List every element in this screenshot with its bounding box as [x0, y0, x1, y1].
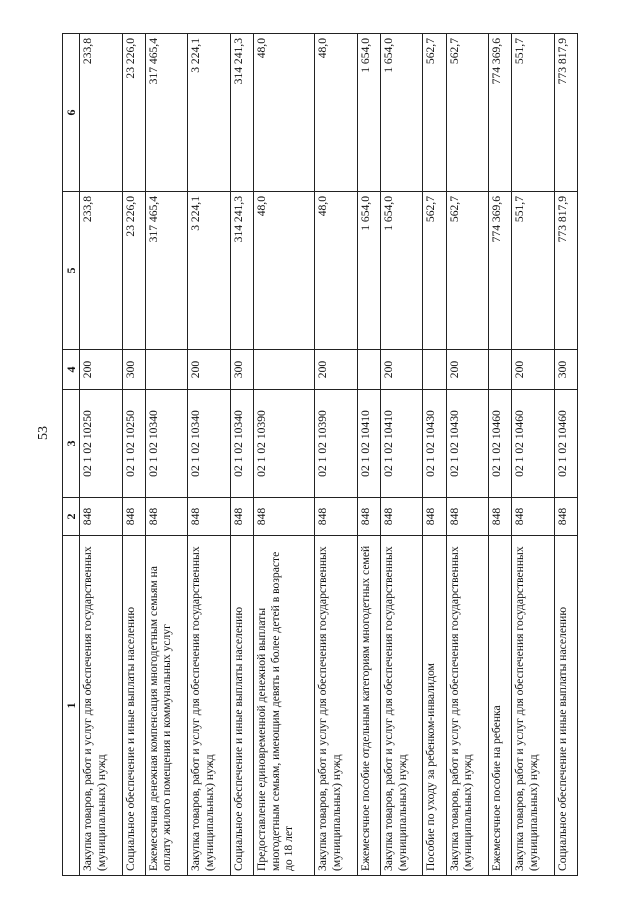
row-target-code: 02 1 02 10460 [512, 390, 554, 498]
row-amount-1: 1 654,0 [357, 192, 380, 350]
row-name: Социальное обеспечение и иные выплаты населению [554, 536, 577, 876]
table-row [253, 34, 314, 876]
row-expense-type [423, 350, 446, 390]
row-target-code: 02 1 02 10410 [380, 390, 422, 498]
row-amount-1: 1 654,0 [380, 192, 422, 350]
row-amount-1: 562,7 [446, 192, 488, 350]
table-row [446, 34, 488, 876]
row-expense-type [253, 350, 314, 390]
header-col-6: 6 [63, 34, 80, 192]
row-name: Социальное обеспечение и иные выплаты населению [230, 536, 253, 876]
budget-table [62, 33, 578, 876]
header-col-4: 4 [63, 350, 80, 390]
row-amount-2: 3 224,1 [188, 34, 230, 192]
row-amount-2: 314 241,3 [230, 34, 253, 192]
row-amount-2: 317 465,4 [145, 34, 187, 192]
table-row [122, 34, 145, 876]
row-target-code: 02 1 02 10460 [554, 390, 577, 498]
row-expense-type: 200 [315, 350, 357, 390]
table-row [315, 34, 357, 876]
row-amount-1: 23 226,0 [122, 192, 145, 350]
row-name: Закупка товаров, работ и услуг для обеспечения государственных (муниципальных) нужд [315, 536, 357, 876]
row-amount-2: 23 226,0 [122, 34, 145, 192]
row-amount-2: 233,8 [80, 34, 122, 192]
row-amount-2: 48,0 [253, 34, 314, 192]
header-col-2: 2 [63, 498, 80, 536]
row-ministry-code: 848 [315, 498, 357, 536]
row-expense-type: 200 [188, 350, 230, 390]
row-amount-1: 48,0 [315, 192, 357, 350]
row-target-code: 02 1 02 10390 [315, 390, 357, 498]
table-row [357, 34, 380, 876]
row-expense-type: 300 [230, 350, 253, 390]
row-target-code: 02 1 02 10410 [357, 390, 380, 498]
row-amount-2: 562,7 [446, 34, 488, 192]
table-row [380, 34, 422, 876]
row-ministry-code: 848 [188, 498, 230, 536]
row-name: Закупка товаров, работ и услуг для обеспечения государственных (муниципальных) нужд [380, 536, 422, 876]
row-ministry-code: 848 [489, 498, 512, 536]
row-expense-type: 200 [80, 350, 122, 390]
row-target-code: 02 1 02 10340 [230, 390, 253, 498]
row-name: Пособие по уходу за ребенком-инвалидом [423, 536, 446, 876]
row-name: Ежемесячное пособие отдельным категориям многодетных семей [357, 536, 380, 876]
row-target-code: 02 1 02 10340 [145, 390, 187, 498]
row-ministry-code: 848 [380, 498, 422, 536]
row-name: Предоставление единовременной денежной выплаты многодетным семьям, имеющим девять и более детей в возрасте до 18 лет [253, 536, 314, 876]
row-expense-type [489, 350, 512, 390]
table-row [489, 34, 512, 876]
row-name: Ежемесячная денежная компенсация многодетным семьям на оплату жилого помещения и коммунальных услуг [145, 536, 187, 876]
row-ministry-code: 848 [512, 498, 554, 536]
row-ministry-code: 848 [145, 498, 187, 536]
row-target-code: 02 1 02 10460 [489, 390, 512, 498]
table-wrapper [62, 34, 578, 876]
row-target-code: 02 1 02 10250 [122, 390, 145, 498]
row-target-code: 02 1 02 10430 [423, 390, 446, 498]
table-row [80, 34, 122, 876]
row-expense-type: 300 [554, 350, 577, 390]
table-row [188, 34, 230, 876]
row-expense-type [357, 350, 380, 390]
page-number: 53 [36, 426, 51, 440]
row-expense-type: 200 [446, 350, 488, 390]
row-name: Закупка товаров, работ и услуг для обеспечения государственных (муниципальных) нужд [188, 536, 230, 876]
row-amount-1: 314 241,3 [230, 192, 253, 350]
row-ministry-code: 848 [122, 498, 145, 536]
table-row [554, 34, 577, 876]
row-amount-1: 3 224,1 [188, 192, 230, 350]
row-amount-1: 562,7 [423, 192, 446, 350]
row-name: Социальное обеспечение и иные выплаты населению [122, 536, 145, 876]
row-amount-1: 317 465,4 [145, 192, 187, 350]
row-amount-2: 774 369,6 [489, 34, 512, 192]
row-ministry-code: 848 [230, 498, 253, 536]
row-name: Закупка товаров, работ и услуг для обеспечения государственных (муниципальных) нужд [512, 536, 554, 876]
row-amount-2: 551,7 [512, 34, 554, 192]
header-col-1: 1 [63, 536, 80, 876]
row-amount-1: 774 369,6 [489, 192, 512, 350]
table-row [512, 34, 554, 876]
row-target-code: 02 1 02 10390 [253, 390, 314, 498]
row-ministry-code: 848 [357, 498, 380, 536]
row-amount-1: 773 817,9 [554, 192, 577, 350]
table-header-row [63, 34, 80, 876]
row-amount-2: 773 817,9 [554, 34, 577, 192]
row-target-code: 02 1 02 10250 [80, 390, 122, 498]
row-name: Закупка товаров, работ и услуг для обеспечения государственных (муниципальных) нужд [80, 536, 122, 876]
row-amount-2: 1 654,0 [380, 34, 422, 192]
header-col-3: 3 [63, 390, 80, 498]
table-row [423, 34, 446, 876]
row-expense-type: 300 [122, 350, 145, 390]
row-name: Закупка товаров, работ и услуг для обеспечения государственных (муниципальных) нужд [446, 536, 488, 876]
table-row [145, 34, 187, 876]
row-ministry-code: 848 [253, 498, 314, 536]
row-ministry-code: 848 [446, 498, 488, 536]
row-expense-type [145, 350, 187, 390]
row-amount-2: 562,7 [423, 34, 446, 192]
row-expense-type: 200 [380, 350, 422, 390]
row-amount-1: 551,7 [512, 192, 554, 350]
row-amount-2: 48,0 [315, 34, 357, 192]
row-amount-2: 1 654,0 [357, 34, 380, 192]
row-expense-type: 200 [512, 350, 554, 390]
header-col-5: 5 [63, 192, 80, 350]
row-target-code: 02 1 02 10340 [188, 390, 230, 498]
row-ministry-code: 848 [554, 498, 577, 536]
row-name: Ежемесячное пособие на ребенка [489, 536, 512, 876]
row-target-code: 02 1 02 10430 [446, 390, 488, 498]
row-ministry-code: 848 [423, 498, 446, 536]
row-amount-1: 233,8 [80, 192, 122, 350]
row-ministry-code: 848 [80, 498, 122, 536]
row-amount-1: 48,0 [253, 192, 314, 350]
table-row [230, 34, 253, 876]
